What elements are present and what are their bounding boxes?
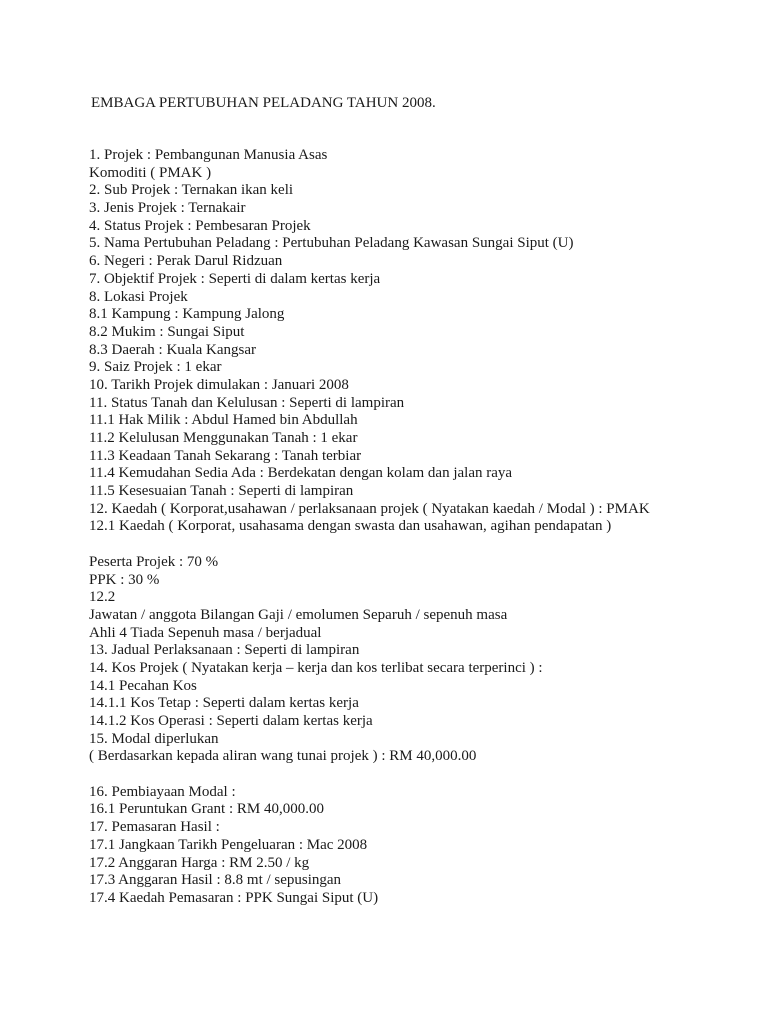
document-title: EMBAGA PERTUBUHAN PELADANG TAHUN 2008. xyxy=(91,95,436,111)
document-line: Ahli 4 Tiada Sepenuh masa / berjadual xyxy=(89,624,322,641)
document-line: 7. Objektif Projek : Seperti di dalam kertas kerja xyxy=(89,270,381,287)
document-line: 5. Nama Pertubuhan Peladang : Pertubuhan Peladang Kawasan Sungai Siput (U) xyxy=(89,235,574,252)
document-line: 11. Status Tanah dan Kelulusan : Seperti di lampiran xyxy=(89,394,405,411)
document-line: 12.1 Kaedah ( Korporat, usahasama dengan swasta dan usahawan, agihan pendapatan ) xyxy=(89,518,612,535)
blank-line xyxy=(89,536,749,554)
document-line: 1. Projek : Pembangunan Manusia Asas xyxy=(89,147,328,163)
document-line: Jawatan / anggota Bilangan Gaji / emolumen Separuh / sepenuh masa xyxy=(89,606,508,623)
document-line: 17. Pemasaran Hasil : xyxy=(89,819,220,836)
document-line: 14.1 Pecahan Kos xyxy=(89,677,197,694)
document-line: 11.2 Kelulusan Menggunakan Tanah : 1 ekar xyxy=(89,430,358,446)
document-line: 17.4 Kaedah Pemasaran : PPK Sungai Siput (U) xyxy=(89,889,379,906)
document-line: PPK : 30 % xyxy=(89,571,160,588)
document-line: 17.3 Anggaran Hasil : 8.8 mt / sepusingan xyxy=(89,872,342,889)
document-line: 17.1 Jangkaan Tarikh Pengeluaran : Mac 2008 xyxy=(89,836,368,853)
document-line: 8.2 Mukim : Sungai Siput xyxy=(89,323,245,340)
document-line: 12.2 xyxy=(89,589,116,606)
document-body xyxy=(89,147,749,908)
document-line: Peserta Projek : 70 % xyxy=(89,553,219,570)
document-line: 11.5 Kesesuaian Tanah : Seperti di lampiran xyxy=(89,483,354,500)
document-line: 11.4 Kemudahan Sedia Ada : Berdekatan dengan kolam dan jalan raya xyxy=(89,465,513,482)
document-line: 14.1.2 Kos Operasi : Seperti dalam kertas kerja xyxy=(89,713,373,729)
document-line: 9. Saiz Projek : 1 ekar xyxy=(89,359,222,376)
document-line: 14.1.1 Kos Tetap : Seperti dalam kertas kerja xyxy=(89,695,359,712)
document-line: 16.1 Peruntukan Grant : RM 40,000.00 xyxy=(89,801,324,818)
document-line: 11.1 Hak Milik : Abdul Hamed bin Abdullah xyxy=(89,412,358,429)
document-line: 8. Lokasi Projek xyxy=(89,288,188,305)
document-line: 17.2 Anggaran Harga : RM 2.50 / kg xyxy=(89,854,310,871)
document-line: 6. Negeri : Perak Darul Ridzuan xyxy=(89,253,283,270)
document-line: Komoditi ( PMAK ) xyxy=(89,164,212,181)
blank-line xyxy=(89,766,749,784)
document-line: 14. Kos Projek ( Nyatakan kerja – kerja dan kos terlibat secara terperinci ) : xyxy=(89,659,543,676)
document-line: ( Berdasarkan kepada aliran wang tunai projek ) : RM 40,000.00 xyxy=(89,748,477,765)
document-line: 2. Sub Projek : Ternakan ikan keli xyxy=(89,182,294,199)
document-line: 11.3 Keadaan Tanah Sekarang : Tanah terbiar xyxy=(89,447,362,464)
document-line: 4. Status Projek : Pembesaran Projek xyxy=(89,217,311,234)
document-line: 16. Pembiayaan Modal : xyxy=(89,783,236,800)
document-line: 12. Kaedah ( Korporat,usahawan / perlaksanaan projek ( Nyatakan kaedah / Modal ) : PMAK xyxy=(89,500,650,517)
document-line: 8.1 Kampung : Kampung Jalong xyxy=(89,306,285,323)
document-line: 10. Tarikh Projek dimulakan : Januari 2008 xyxy=(89,376,349,393)
document-line: 13. Jadual Perlaksanaan : Seperti di lampiran xyxy=(89,642,360,659)
document-line: 3. Jenis Projek : Ternakair xyxy=(89,200,246,217)
document-line: 15. Modal diperlukan xyxy=(89,730,219,747)
document-line: 8.3 Daerah : Kuala Kangsar xyxy=(89,341,257,358)
